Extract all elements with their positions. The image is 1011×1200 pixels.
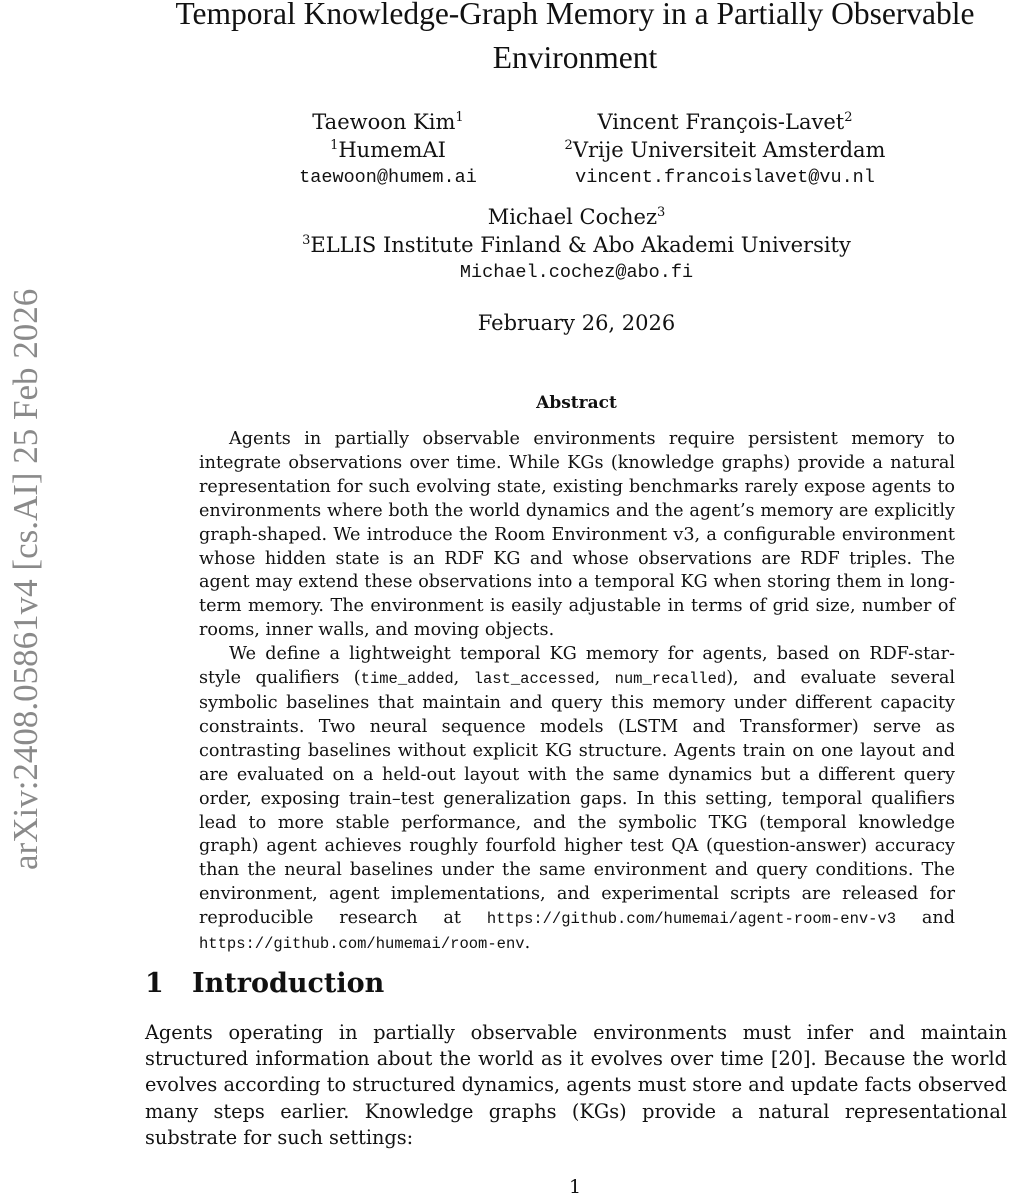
paper-title: Temporal Knowledge-Graph Memory in a Partially Observable Environment xyxy=(175,0,975,75)
abstract-text: ), and evaluate several symbolic baselines that maintain and query this memory under different capacity constraints. Two neural sequence models (LSTM and Transformer) serve as contrasting baselines without explicit KG structure. Agents train on one layout and are evaluated on a held-out layout with the same dynamics but a different query order, exposing train–test generalization gaps. In this setting, temporal qualifiers lead to more stable performance, and the symbolic TKG (temporal knowledge graph) agent achieves roughly fourfold higher test QA (question-answer) accuracy than the neural baselines under the same environment and query conditions. The environment, agent implementations, and experimental scripts are released for reproducible research at xyxy=(199,668,955,929)
abstract-paragraph-1: Agents in partially observable environments require persistent memory to integrate observations over time. While KGs (knowledge graphs) provide a natural representation for such evolving state, existing benchmarks rarely expose agents to environments where both the world dynamics and the agent’s memory are explicitly graph-shaped. We introduce the Room Environment v3, a configurable environment whose hidden state is an RDF KG and whose observations are RDF triples. The agent may extend these observations into a temporal KG when storing them in long-term memory. The environment is easily adjustable in terms of grid size, number of rooms, inner walls, and moving objects. xyxy=(199,429,955,641)
author-email[interactable]: Michael.cochez@abo.fi xyxy=(459,262,694,283)
author-name: Michael Cochez xyxy=(487,205,658,229)
separator: , xyxy=(594,668,615,689)
abstract-text: We define a lightweight temporal KG memory for agents, based on RDF-star-style qualifiers ( xyxy=(199,644,955,689)
affiliation-mark: 2 xyxy=(564,138,573,153)
author-name: Taewoon Kim xyxy=(312,110,456,134)
repo-link-env[interactable]: https://github.com/humemai/room-env xyxy=(199,935,525,954)
arxiv-sidebar-stamp: arXiv:2408.05861v4 [cs.AI] 25 Feb 2026 xyxy=(6,288,45,870)
affiliation-mark: 1 xyxy=(330,138,339,153)
author-email[interactable]: vincent.francoislavet@vu.nl xyxy=(575,167,875,188)
author-mark: 3 xyxy=(657,205,666,220)
author-mark: 1 xyxy=(455,110,464,125)
author-block-1 xyxy=(268,108,508,192)
author-affiliation: HumemAI xyxy=(338,138,446,162)
section-number: 1 xyxy=(145,968,164,999)
author-mark: 2 xyxy=(844,110,853,125)
section-heading xyxy=(145,966,384,1002)
abstract-paragraph-2 xyxy=(199,643,955,957)
intro-paragraph: Agents operating in partially observable environments must infer and maintain structured information about the world as it evolves over time [20]. Because the world evolves according to structured dynamics, agents must store and update facts observed many steps earlier. Knowledge graphs (KGs) provide a natural representational substrate for such settings: xyxy=(145,1021,1007,1149)
section-title: Introduction xyxy=(192,968,385,999)
qualifier-last-accessed: last_accessed xyxy=(473,670,595,689)
affiliation-mark: 3 xyxy=(302,233,311,248)
abstract-text: and xyxy=(896,908,955,929)
page-number: 1 xyxy=(568,1176,582,1198)
author-block-2 xyxy=(530,108,920,192)
introduction-body xyxy=(145,1020,1007,1151)
qualifier-num-recalled: num_recalled xyxy=(614,670,727,689)
repo-link-agent[interactable]: https://github.com/humemai/agent-room-env-v3 xyxy=(486,910,897,929)
author-name: Vincent François-Lavet xyxy=(597,110,845,134)
separator: , xyxy=(453,668,474,689)
abstract-text: . xyxy=(524,933,531,954)
abstract-heading: Abstract xyxy=(536,393,617,413)
author-email[interactable]: taewoon@humem.ai xyxy=(299,167,477,188)
author-affiliation: ELLIS Institute Finland & Abo Akademi University xyxy=(310,233,851,257)
author-affiliation: Vrije Universiteit Amsterdam xyxy=(572,138,886,162)
paper-date: February 26, 2026 xyxy=(477,311,676,335)
qualifier-time-added: time_added xyxy=(360,670,454,689)
author-block-3 xyxy=(255,203,898,287)
abstract-body xyxy=(199,428,955,957)
